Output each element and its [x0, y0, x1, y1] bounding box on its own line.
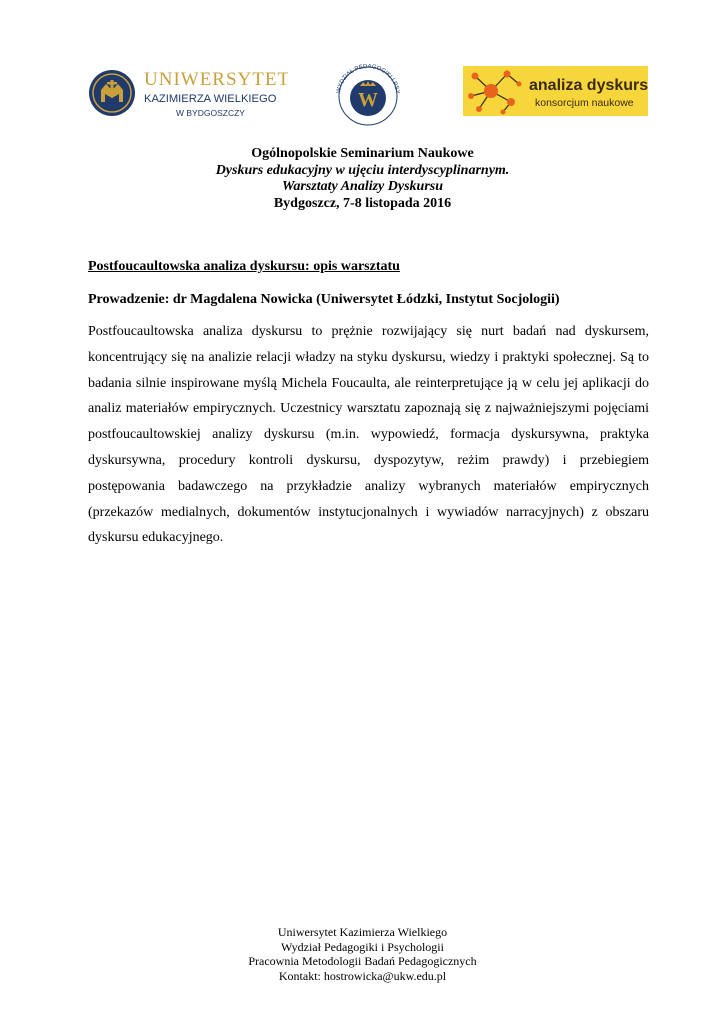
ukw-logo-line1: UNIWERSYTET — [144, 69, 288, 90]
workshop-description: Postfoucaultowska analiza dyskursu to prężnie rozwijający się nurt badań nad dyskursem, koncentrujący się na analizie relacji władzy na styku dyskursu, wiedzy i praktyki społecznej. Są to badania silnie inspirowane myślą Michela Foucaulta, ale reinterpretujące ją w celu jej aplikacji do analiz materiałów empirycznych. Uczestnicy warsztatu zapoznają się z najważniejszymi pojęciami postfoucaultowskiej analizy dyskursu (m.in. wypowiedź, formacja dyskursywna, praktyka dyskursywna, procedury kontroli dyskursu, dyspozytyw, reżim prawdy) i przebiegiem postępowania badawczego na przykładzie analizy wybranych materiałów empirycznych (przekazów medialnych, dokumentów instytucjonalnych i wywiadów narracyjnych) z obszaru dyskursu edukacyjnego. — [88, 324, 649, 546]
header-line2: Dyskurs edukacyjny w ujęciu interdyscyplinarnym. — [215, 162, 510, 178]
wpp-letter: W — [358, 89, 378, 111]
workshop-leader: Prowadzenie: dr Magdalena Nowicka (Uniwersytet Łódzki, Instytut Socjologii) — [88, 292, 560, 307]
header-line3: Warsztaty Analizy Dyskursu — [281, 179, 444, 194]
seminar-header — [88, 146, 637, 212]
header-line4: Bydgoszcz, 7-8 listopada 2016 — [273, 195, 452, 211]
footer-line2: Wydział Pedagogiki i Psychologii — [281, 939, 444, 954]
faculty-seal-icon — [330, 60, 406, 126]
ukw-logo-line2: KAZIMIERZA WIELKIEGO — [144, 93, 277, 105]
analiza-dyskursu-logo — [463, 66, 648, 116]
footer-line3: Pracownia Metodologii Badań Pedagogicznych — [248, 954, 477, 968]
ad-logo-subtitle: konsorcjum naukowe — [535, 97, 634, 109]
header-line1: Ogólnopolskie Seminarium Naukowe — [251, 146, 474, 161]
ad-logo-title: analiza dyskursu — [529, 77, 648, 94]
wpp-logo — [330, 60, 406, 126]
ukw-logo-line3: W BYDGOSZCZY — [176, 108, 245, 118]
footer — [88, 925, 637, 983]
ukw-logo — [88, 66, 288, 122]
footer-contact: Kontakt: hostrowicka@ukw.edu.pl — [278, 968, 447, 983]
footer-line1: Uniwersytet Kazimierza Wielkiego — [277, 925, 448, 939]
university-crest-icon — [88, 66, 288, 122]
network-nodes-icon — [463, 66, 648, 116]
section-title: Postfoucaultowska analiza dyskursu: opis warsztatu — [88, 259, 400, 274]
wpp-arc-text: WYDZIAŁ PEDAGOGIKI I PSY — [336, 63, 400, 95]
